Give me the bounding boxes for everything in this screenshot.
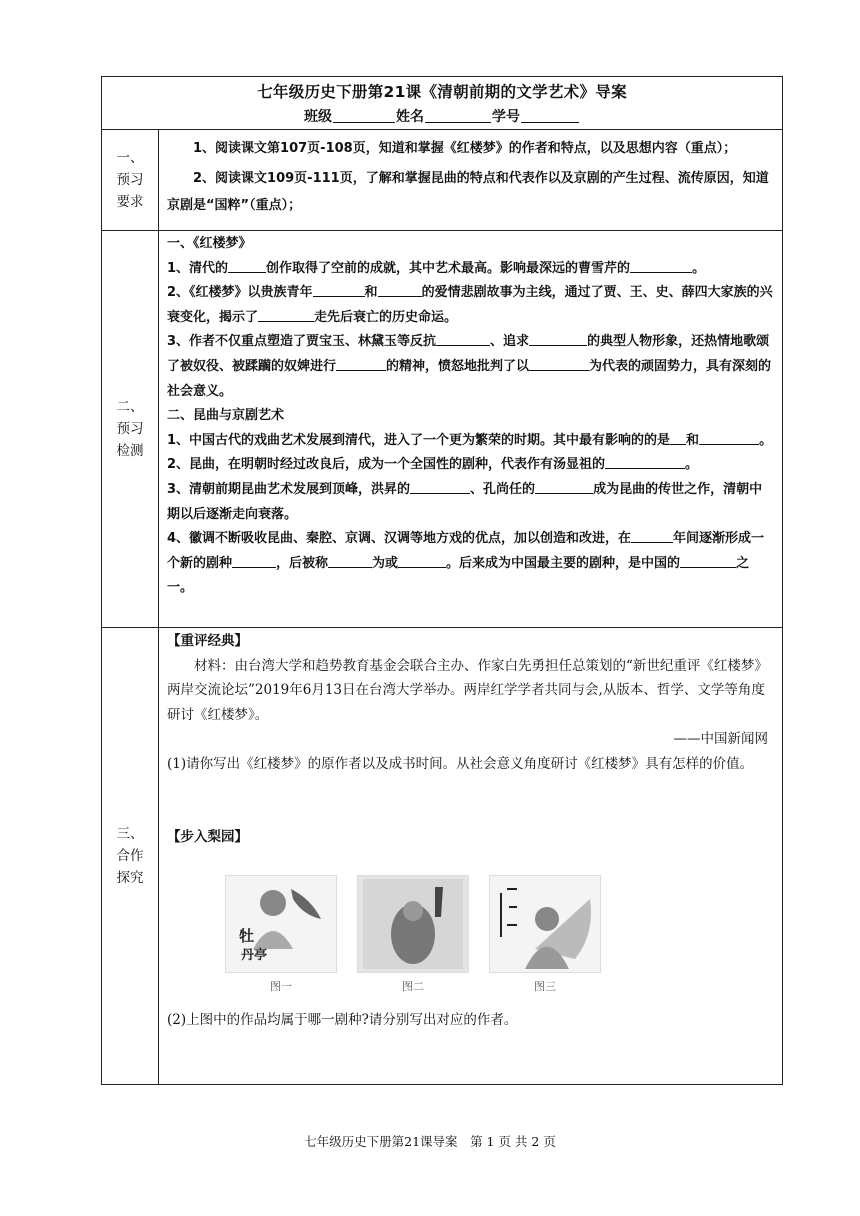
question-item: 2、昆曲，在明朝时经过改良后，成为一个全国性的剧种，代表作有汤显祖的 。 xyxy=(167,453,774,478)
part-heading: 一、《红楼梦》 xyxy=(167,236,252,251)
question-item: 3、清朝前期昆曲艺术发展到顶峰，洪昇的 、孔尚任的 成为昆曲的传世之作，清朝中期以后逐渐走向衰落。 xyxy=(167,478,774,527)
part-heading: 二、昆曲与京剧艺术 xyxy=(167,408,285,424)
section-heading: 【步入梨园】 xyxy=(167,828,248,845)
requirement-item: 1、阅读课文第107页-108页，知道和掌握《红楼梦》的作者和特点，以及思想内容（重点）； xyxy=(193,141,737,156)
requirement-item: 2、阅读课文109页-111页，了解和掌握昆曲的特点和代表作以及京剧的产生过程、流传原因，知道京剧是“国粹”（重点）； xyxy=(167,171,769,213)
answer-blank[interactable] xyxy=(398,553,446,568)
answer-blank[interactable] xyxy=(258,307,314,322)
requirements-content xyxy=(159,130,782,230)
page-footer: 七年级历史下册第21课导案 第 1 页 共 2 页 xyxy=(304,1134,556,1149)
figure-3: 图三 xyxy=(489,875,601,1000)
student-id-field[interactable] xyxy=(521,108,579,123)
name-label: 姓名 xyxy=(396,109,424,125)
preview-test-row xyxy=(102,230,782,627)
section-label-requirements: 一、 预习 要求 xyxy=(102,130,159,230)
svg-text:丹亭: 丹亭 xyxy=(241,948,268,964)
answer-blank[interactable] xyxy=(313,282,365,297)
answer-blank[interactable] xyxy=(436,331,490,346)
class-label: 班级 xyxy=(304,109,332,125)
answer-blank[interactable] xyxy=(336,356,386,371)
svg-text:牡: 牡 xyxy=(239,927,255,946)
question-item: 3、作者不仅重点塑造了贾宝玉、林黛玉等反抗 、追求 的典型人物形象，还热情地歌颂了被奴役、被蹂躏的奴婢进行 的精神，愤怒地批判了以 为代表的顽固势力，具有深刻的社会意义。 xyxy=(167,330,774,404)
answer-blank[interactable] xyxy=(699,430,759,445)
answer-blank[interactable] xyxy=(605,454,685,469)
answer-blank[interactable] xyxy=(535,479,593,494)
peony-pavilion-poster xyxy=(225,875,337,973)
question-1: (1)请你写出《红楼梦》的原作者以及成书时间。从社会意义角度研讨《红楼梦》具有怎样的价值。 xyxy=(167,755,754,772)
material-text: 材料：由台湾大学和趋势教育基金会联合主办、作家白先勇担任总策划的“新世纪重评《红楼梦》两岸交流论坛”2019年6月13日在台湾大学举办。两岸红学学者共同与会,从版本、哲学、文学等角度研讨《红楼梦》。 xyxy=(167,657,768,723)
answer-blank[interactable] xyxy=(378,282,422,297)
cooperative-inquiry-row xyxy=(102,627,782,1084)
answer-blank[interactable] xyxy=(670,430,686,445)
question-item: 1、清代的 创作取得了空前的成就，其中艺术最高。影响最深远的曹雪芹的 。 xyxy=(167,257,774,282)
answer-blank[interactable] xyxy=(631,528,673,543)
worksheet-table xyxy=(101,76,783,1085)
section-heading: 【重评经典】 xyxy=(167,633,248,649)
question-2: (2)上图中的作品均属于哪一剧种?请分别写出对应的作者。 xyxy=(167,1011,518,1028)
material-source: ——中国新闻网 xyxy=(673,731,768,748)
section-label-test: 二、 预习 检测 xyxy=(102,231,159,627)
figure-1: 牡 丹亭 图一 xyxy=(225,875,337,1000)
peach-blossom-fan-poster xyxy=(489,875,601,973)
answer-blank[interactable] xyxy=(228,258,266,273)
question-item: 4、徽调不断吸收昆曲、秦腔、京调、汉调等地方戏的优点，加以创造和改进，在 年间逐渐形成一个新的剧种 ，后被称 为或 。后来成为中国最主要的剧种，是中国的 之一。 xyxy=(167,527,774,601)
test-content xyxy=(159,231,782,627)
name-field[interactable] xyxy=(425,108,491,123)
opera-images xyxy=(225,875,774,1000)
question-item: 1、中国古代的戏曲艺术发展到清代，进入了一个更为繁荣的时期。其中最有影响的的是 和 。 xyxy=(167,429,774,454)
student-info-line xyxy=(304,106,580,126)
section-label-inquiry: 三、 合作 探究 xyxy=(102,628,159,1084)
answer-blank[interactable] xyxy=(529,331,587,346)
answer-blank[interactable] xyxy=(232,553,276,568)
preview-requirements-row xyxy=(102,129,782,230)
palace-of-eternal-youth-poster xyxy=(357,875,469,973)
class-field[interactable] xyxy=(333,108,395,123)
answer-blank[interactable] xyxy=(680,553,736,568)
answer-blank[interactable] xyxy=(328,553,372,568)
id-label: 学号 xyxy=(492,109,520,125)
figure-2: 图二 xyxy=(357,875,469,1000)
answer-blank[interactable] xyxy=(529,356,589,371)
header-row xyxy=(102,77,782,129)
page-title: 七年级历史下册第21课《清朝前期的文学艺术》导案 xyxy=(257,83,627,101)
answer-blank[interactable] xyxy=(410,479,470,494)
inquiry-content xyxy=(159,628,782,1084)
question-item: 2、《红楼梦》以贵族青年 和 的爱情悲剧故事为主线，通过了贾、王、史、薛四大家族的兴衰变化，揭示了 走先后衰亡的历史命运。 xyxy=(167,281,774,330)
answer-blank[interactable] xyxy=(630,258,692,273)
